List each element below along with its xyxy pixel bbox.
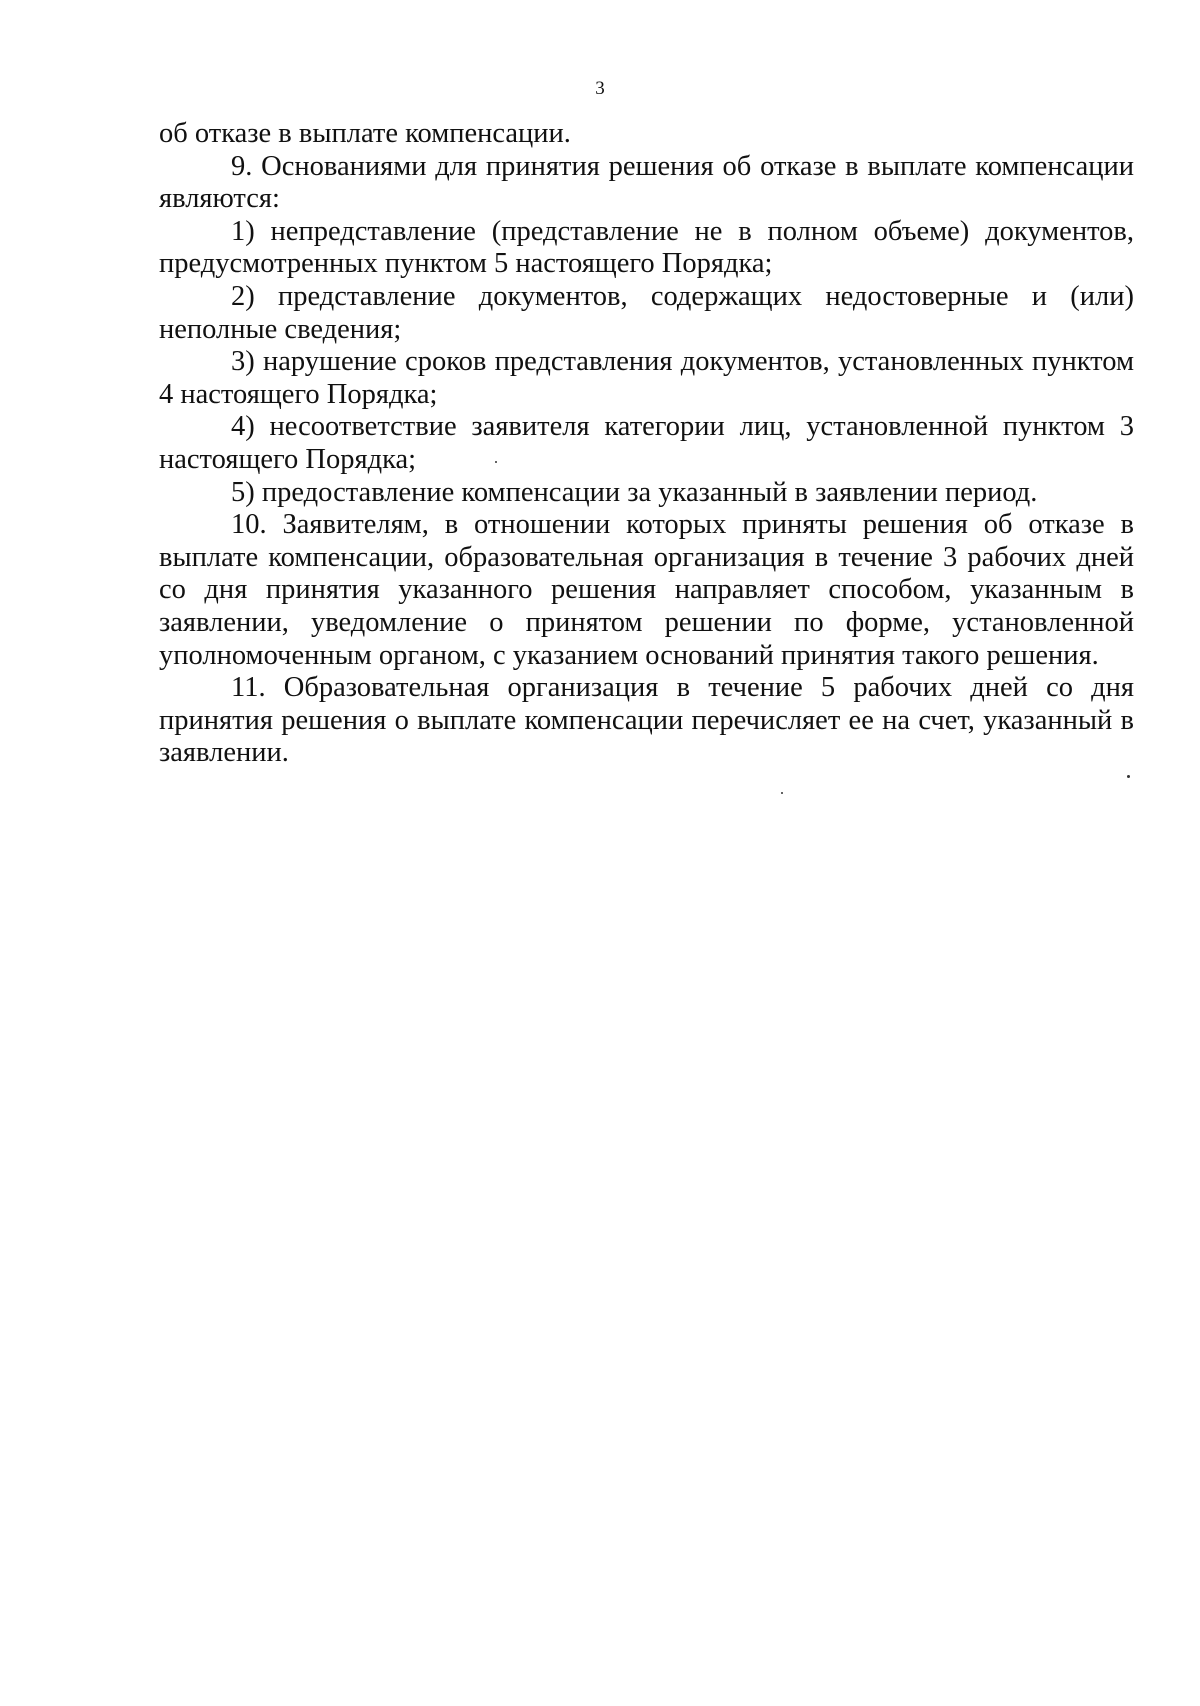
document-body (159, 118, 1134, 770)
list-item: 2) представление документов, содержащих недостоверные и (или) неполные сведения; (159, 280, 1134, 345)
list-item: 4) несоответствие заявителя категории лиц, установленной пунктом 3 настоящего Порядка; (159, 411, 1134, 475)
scan-speck (781, 792, 783, 794)
list-item: 5) предоставление компенсации за указанный в заявлении период. (231, 476, 1038, 508)
paragraph: 9. Основаниями для принятия решения об отказе в выплате компенсации являются: (159, 150, 1134, 215)
list-item: 3) нарушение сроков представления документов, установленных пунктом 4 настоящего Порядка; (159, 346, 1134, 410)
scan-speck (1127, 775, 1130, 778)
paragraph: 11. Образовательная организация в течение 5 рабочих дней со дня принятия решения о выплате компенсации перечисляет ее на счет, указанный в заявлении. (159, 672, 1134, 769)
page-number: 3 (595, 78, 605, 99)
paragraph: об отказе в выплате компенсации. (159, 118, 571, 149)
paragraph: 10. Заявителям, в отношении которых приняты решения об отказе в выплате компенсации, образовательная организация в течение 3 рабочих дней со дня принятия указанного решения направляет способом, указанным в заявлении, уведомление о принятом решении по форме, установленной уполномоченным органом, с указанием оснований принятия такого решения. (159, 509, 1134, 671)
list-item: 1) непредставление (представление не в полном объеме) документов, предусмотренных пунктом 5 настоящего Порядка; (159, 215, 1134, 280)
scan-speck (495, 461, 497, 463)
